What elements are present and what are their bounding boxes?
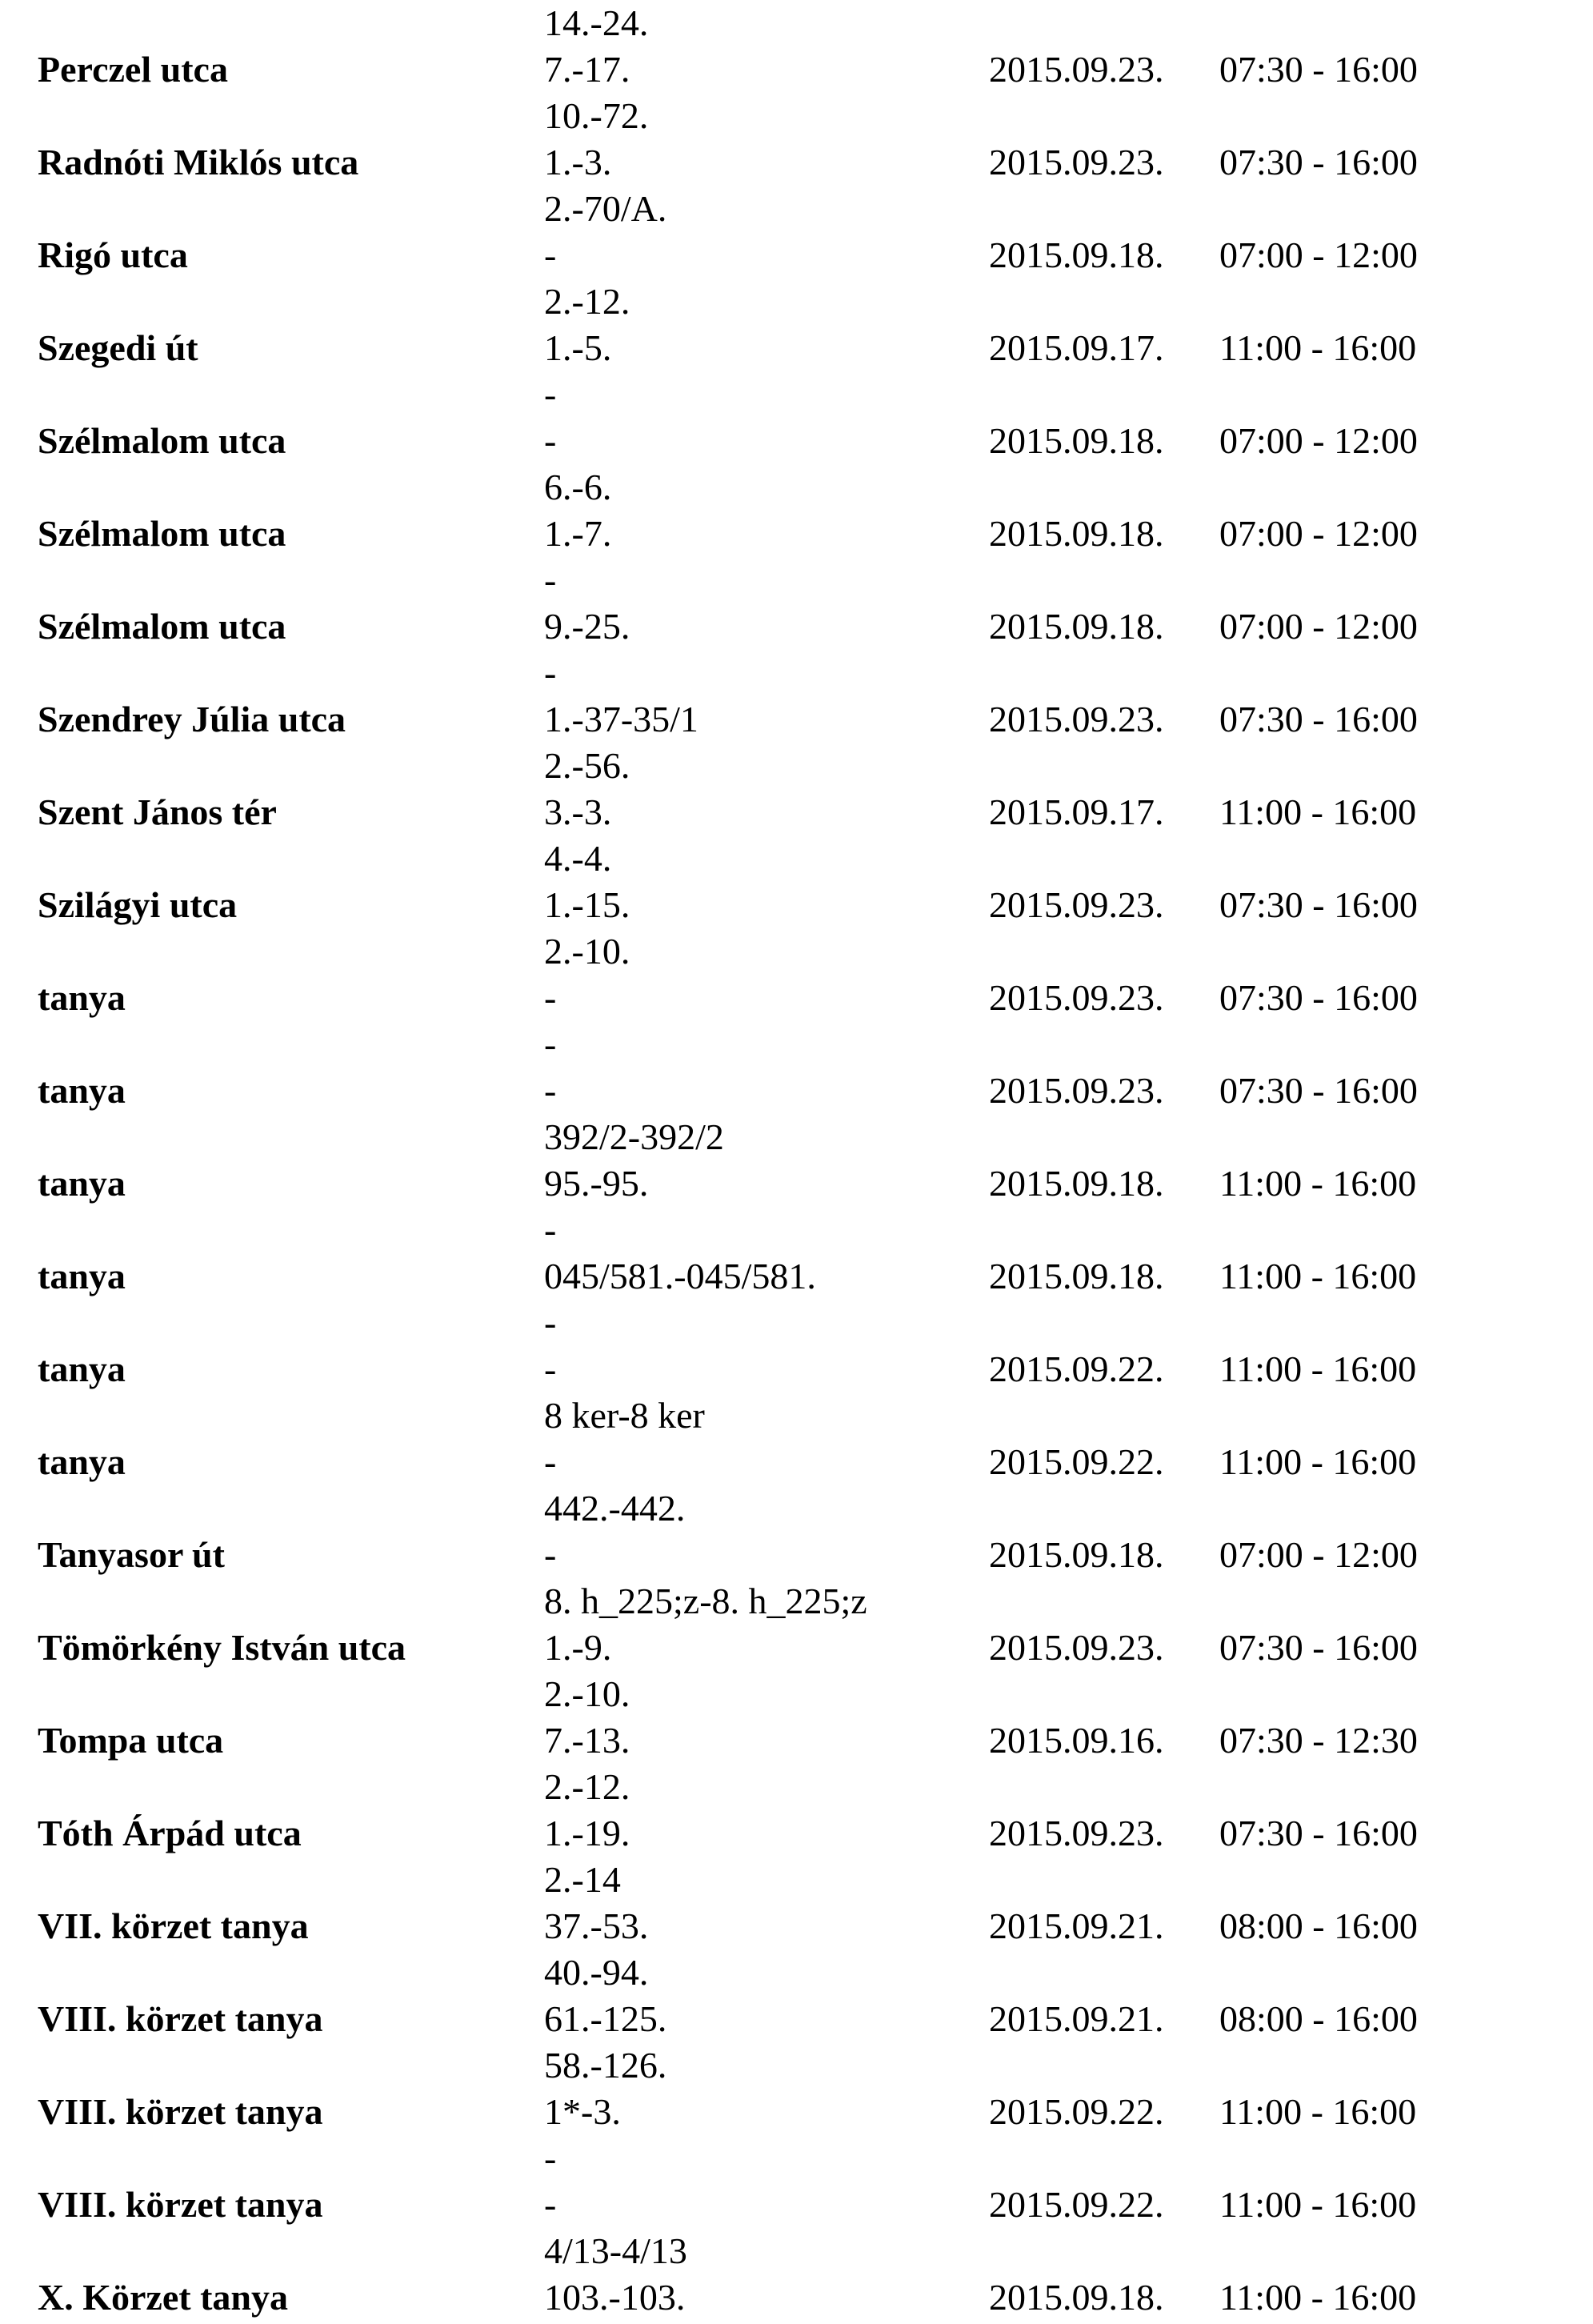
- schedule-row: [0, 1764, 1593, 1857]
- even-house-range: 40.-94.: [544, 1952, 649, 1993]
- even-house-range: 10.-72.: [544, 95, 649, 136]
- even-house-range: -: [544, 652, 557, 693]
- outage-time: 11:00 - 16:00: [1219, 2277, 1417, 2318]
- even-house-range: 58.-126.: [544, 2045, 667, 2086]
- street-name: Perczel utca: [38, 49, 228, 90]
- outage-date: 2015.09.23.: [989, 977, 1164, 1018]
- outage-time: 07:30 - 16:00: [1219, 1813, 1418, 1853]
- odd-house-range: -: [544, 1534, 557, 1575]
- even-house-range: 6.-6.: [544, 467, 612, 507]
- schedule-row: [0, 1578, 1593, 1671]
- schedule-row: [0, 2042, 1593, 2135]
- schedule-row: [0, 743, 1593, 835]
- street-name: Tanyasor út: [38, 1534, 225, 1575]
- street-name: Szélmalom utca: [38, 420, 286, 461]
- schedule-row: [0, 1021, 1593, 1114]
- odd-house-range: 1*-3.: [544, 2091, 621, 2132]
- outage-date: 2015.09.23.: [989, 1813, 1164, 1853]
- outage-time: 08:00 - 16:00: [1219, 1998, 1418, 2039]
- outage-time: 11:00 - 16:00: [1219, 1256, 1417, 1296]
- outage-time: 07:30 - 16:00: [1219, 1627, 1418, 1668]
- outage-time: 11:00 - 16:00: [1219, 791, 1417, 832]
- schedule-row: [0, 2228, 1593, 2321]
- outage-time: 11:00 - 16:00: [1219, 1441, 1417, 1482]
- odd-house-range: 1.-37-35/1: [544, 699, 698, 739]
- outage-date: 2015.09.21.: [989, 1905, 1164, 1946]
- outage-time: 07:00 - 12:00: [1219, 420, 1418, 461]
- even-house-range: 392/2-392/2: [544, 1116, 724, 1157]
- outage-time: 07:30 - 16:00: [1219, 49, 1418, 90]
- outage-time: 11:00 - 16:00: [1219, 2184, 1417, 2225]
- schedule-row: [0, 278, 1593, 371]
- odd-house-range: 103.-103.: [544, 2277, 686, 2318]
- outage-date: 2015.09.17.: [989, 327, 1164, 368]
- street-name: VII. körzet tanya: [38, 1905, 309, 1946]
- street-name: tanya: [38, 1070, 126, 1111]
- outage-time: 07:30 - 16:00: [1219, 699, 1418, 739]
- schedule-row: [0, 1485, 1593, 1578]
- odd-house-range: 37.-53.: [544, 1905, 649, 1946]
- schedule-row: [0, 1207, 1593, 1300]
- schedule-row: [0, 557, 1593, 650]
- outage-time: 07:00 - 12:00: [1219, 1534, 1418, 1575]
- outage-time: 11:00 - 16:00: [1219, 1163, 1417, 1204]
- outage-time: 08:00 - 16:00: [1219, 1905, 1418, 1946]
- odd-house-range: 1.-15.: [544, 884, 630, 925]
- outage-date: 2015.09.16.: [989, 1720, 1164, 1761]
- odd-house-range: 1.-19.: [544, 1813, 630, 1853]
- schedule-row: [0, 0, 1593, 93]
- outage-date: 2015.09.18.: [989, 420, 1164, 461]
- odd-house-range: -: [544, 1441, 557, 1482]
- outage-date: 2015.09.22.: [989, 1441, 1164, 1482]
- street-name: Radnóti Miklós utca: [38, 142, 359, 182]
- even-house-range: 442.-442.: [544, 1488, 686, 1529]
- outage-date: 2015.09.18.: [989, 1256, 1164, 1296]
- street-name: Szendrey Júlia utca: [38, 699, 346, 739]
- schedule-row: [0, 1949, 1593, 2042]
- odd-house-range: 1.-5.: [544, 327, 612, 368]
- outage-date: 2015.09.23.: [989, 884, 1164, 925]
- outage-date: 2015.09.17.: [989, 791, 1164, 832]
- even-house-range: -: [544, 1209, 557, 1250]
- outage-time: 07:00 - 12:00: [1219, 606, 1418, 647]
- even-house-range: 14.-24.: [544, 2, 649, 43]
- outage-time: 11:00 - 16:00: [1219, 2091, 1417, 2132]
- schedule-row: [0, 2135, 1593, 2228]
- street-name: Tömörkény István utca: [38, 1627, 406, 1668]
- street-name: X. Körzet tanya: [38, 2277, 288, 2318]
- even-house-range: 4.-4.: [544, 838, 612, 879]
- odd-house-range: -: [544, 2184, 557, 2225]
- even-house-range: -: [544, 559, 557, 600]
- street-name: tanya: [38, 1441, 126, 1482]
- outage-time: 07:30 - 12:30: [1219, 1720, 1418, 1761]
- outage-date: 2015.09.18.: [989, 513, 1164, 554]
- outage-time: 07:30 - 16:00: [1219, 977, 1418, 1018]
- odd-house-range: -: [544, 1070, 557, 1111]
- even-house-range: 8. h_225;z-8. h_225;z: [544, 1581, 867, 1621]
- outage-date: 2015.09.18.: [989, 2277, 1164, 2318]
- even-house-range: -: [544, 2138, 557, 2178]
- odd-house-range: -: [544, 977, 557, 1018]
- schedule-row: [0, 1392, 1593, 1485]
- schedule-row: [0, 371, 1593, 464]
- odd-house-range: -: [544, 420, 557, 461]
- street-name: VIII. körzet tanya: [38, 1998, 323, 2039]
- outage-date: 2015.09.23.: [989, 1627, 1164, 1668]
- outage-date: 2015.09.23.: [989, 49, 1164, 90]
- odd-house-range: 7.-13.: [544, 1720, 630, 1761]
- street-name: Rigó utca: [38, 234, 188, 275]
- even-house-range: 2.-10.: [544, 931, 630, 972]
- odd-house-range: 1.-9.: [544, 1627, 612, 1668]
- even-house-range: 2.-70/A.: [544, 188, 667, 229]
- schedule-row: [0, 928, 1593, 1021]
- even-house-range: 2.-10.: [544, 1673, 630, 1714]
- outage-date: 2015.09.18.: [989, 1163, 1164, 1204]
- outage-date: 2015.09.18.: [989, 606, 1164, 647]
- outage-date: 2015.09.22.: [989, 1348, 1164, 1389]
- odd-house-range: 95.-95.: [544, 1163, 649, 1204]
- street-name: Szegedi út: [38, 327, 198, 368]
- odd-house-range: 3.-3.: [544, 791, 612, 832]
- outage-date: 2015.09.22.: [989, 2184, 1164, 2225]
- street-name: tanya: [38, 1348, 126, 1389]
- outage-date: 2015.09.18.: [989, 234, 1164, 275]
- odd-house-range: -: [544, 234, 557, 275]
- street-name: Szélmalom utca: [38, 606, 286, 647]
- even-house-range: 8 ker-8 ker: [544, 1395, 705, 1436]
- odd-house-range: -: [544, 1348, 557, 1389]
- outage-time: 07:30 - 16:00: [1219, 142, 1418, 182]
- street-name: Tompa utca: [38, 1720, 224, 1761]
- outage-date: 2015.09.18.: [989, 1534, 1164, 1575]
- street-name: Szilágyi utca: [38, 884, 238, 925]
- outage-date: 2015.09.21.: [989, 1998, 1164, 2039]
- schedule-row: [0, 93, 1593, 186]
- odd-house-range: 61.-125.: [544, 1998, 667, 2039]
- even-house-range: -: [544, 374, 557, 415]
- schedule-row: [0, 835, 1593, 928]
- outage-time: 11:00 - 16:00: [1219, 1348, 1417, 1389]
- outage-time: 11:00 - 16:00: [1219, 327, 1417, 368]
- even-house-range: 2.-14: [544, 1859, 621, 1900]
- schedule-row: [0, 1300, 1593, 1392]
- outage-date: 2015.09.23.: [989, 699, 1164, 739]
- outage-date: 2015.09.22.: [989, 2091, 1164, 2132]
- odd-house-range: 7.-17.: [544, 49, 630, 90]
- schedule-row: [0, 186, 1593, 278]
- schedule-row: [0, 1857, 1593, 1949]
- street-name: tanya: [38, 1256, 126, 1296]
- outage-time: 07:00 - 12:00: [1219, 234, 1418, 275]
- outage-time: 07:30 - 16:00: [1219, 1070, 1418, 1111]
- outage-date: 2015.09.23.: [989, 142, 1164, 182]
- even-house-range: -: [544, 1024, 557, 1064]
- even-house-range: -: [544, 1302, 557, 1343]
- street-name: Szélmalom utca: [38, 513, 286, 554]
- odd-house-range: 1.-7.: [544, 513, 612, 554]
- schedule-row: [0, 1114, 1593, 1207]
- outage-time: 07:00 - 12:00: [1219, 513, 1418, 554]
- street-name: VIII. körzet tanya: [38, 2091, 323, 2132]
- odd-house-range: 9.-25.: [544, 606, 630, 647]
- odd-house-range: 1.-3.: [544, 142, 612, 182]
- street-name: tanya: [38, 977, 126, 1018]
- schedule-row: [0, 1671, 1593, 1764]
- schedule-row: [0, 464, 1593, 557]
- schedule-row: [0, 650, 1593, 743]
- street-name: tanya: [38, 1163, 126, 1204]
- street-name: VIII. körzet tanya: [38, 2184, 323, 2225]
- even-house-range: 2.-56.: [544, 745, 630, 786]
- even-house-range: 2.-12.: [544, 1766, 630, 1807]
- odd-house-range: 045/581.-045/581.: [544, 1256, 816, 1296]
- even-house-range: 4/13-4/13: [544, 2230, 687, 2271]
- even-house-range: 2.-12.: [544, 281, 630, 322]
- street-name: Tóth Árpád utca: [38, 1813, 302, 1853]
- outage-time: 07:30 - 16:00: [1219, 884, 1418, 925]
- street-name: Szent János tér: [38, 791, 277, 832]
- outage-date: 2015.09.23.: [989, 1070, 1164, 1111]
